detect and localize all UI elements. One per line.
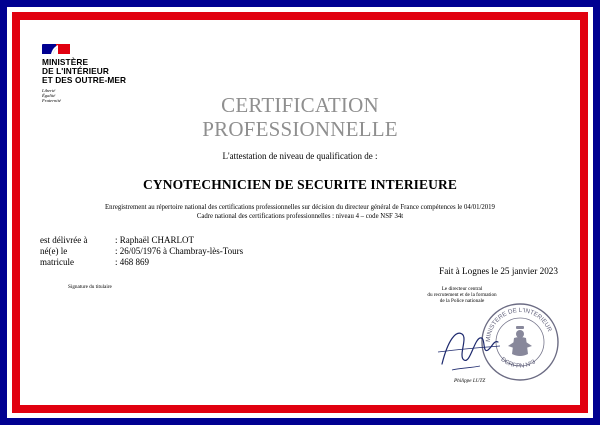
motto-fraternite: Fraternité xyxy=(42,98,61,103)
logo-line-1: MINISTÈRE xyxy=(42,57,89,67)
qualification-name: CYNOTECHNICIEN DE SECURITE INTERIEURE xyxy=(143,177,457,192)
holder-label-born: né(e) le xyxy=(40,246,68,256)
attestation-text: L'attestation de niveau de qualification de : xyxy=(222,151,378,161)
place-date: Fait à Lognes le 25 janvier 2023 xyxy=(439,266,558,276)
director-line-1: Le directeur central xyxy=(441,286,483,292)
certificate-title-line-1: CERTIFICATION xyxy=(221,93,379,117)
registration-line-1: Enregistrement au répertoire national des certifications professionnelles sur décision du directeur général de France compétences le 04/01/2019 xyxy=(105,204,495,211)
signer-name: Philippe LUTZ xyxy=(454,378,486,384)
holder-label-issued-to: est délivrée à xyxy=(40,235,88,245)
registration-line-2: Cadre national des certifications professionnelles : niveau 4 – code NSF 34t xyxy=(196,213,404,220)
certificate-title-line-2: PROFESSIONNELLE xyxy=(202,117,398,141)
holder-value-name: : Raphaël CHARLOT xyxy=(115,235,194,245)
motto-egalite: Égalité xyxy=(42,93,56,98)
logo-line-3: ET DES OUTRE-MER xyxy=(42,75,127,85)
logo-line-2: DE L'INTÉRIEUR xyxy=(42,66,109,76)
holder-value-birth: : 26/05/1976 à Chambray-lès-Tours xyxy=(115,246,244,256)
director-signature-icon xyxy=(434,310,504,380)
director-line-2: du recrutement et de la formation xyxy=(427,292,497,298)
holder-label-matricule: matricule xyxy=(40,257,74,267)
holder-value-matricule: : 468 869 xyxy=(115,257,150,267)
holder-signature-label: Signature du titulaire xyxy=(68,284,112,290)
motto-liberte: Liberté xyxy=(42,88,56,93)
stamp-text-top: MINISTERE DE L'INTERIEUR xyxy=(484,306,553,343)
marianne-flag-icon xyxy=(42,44,70,54)
director-line-3: de la Police nationale xyxy=(439,298,485,304)
svg-text:DCRFPN N°3 xyxy=(499,356,537,370)
stamp-text-bottom: DCRFPN N°3 xyxy=(499,356,537,370)
